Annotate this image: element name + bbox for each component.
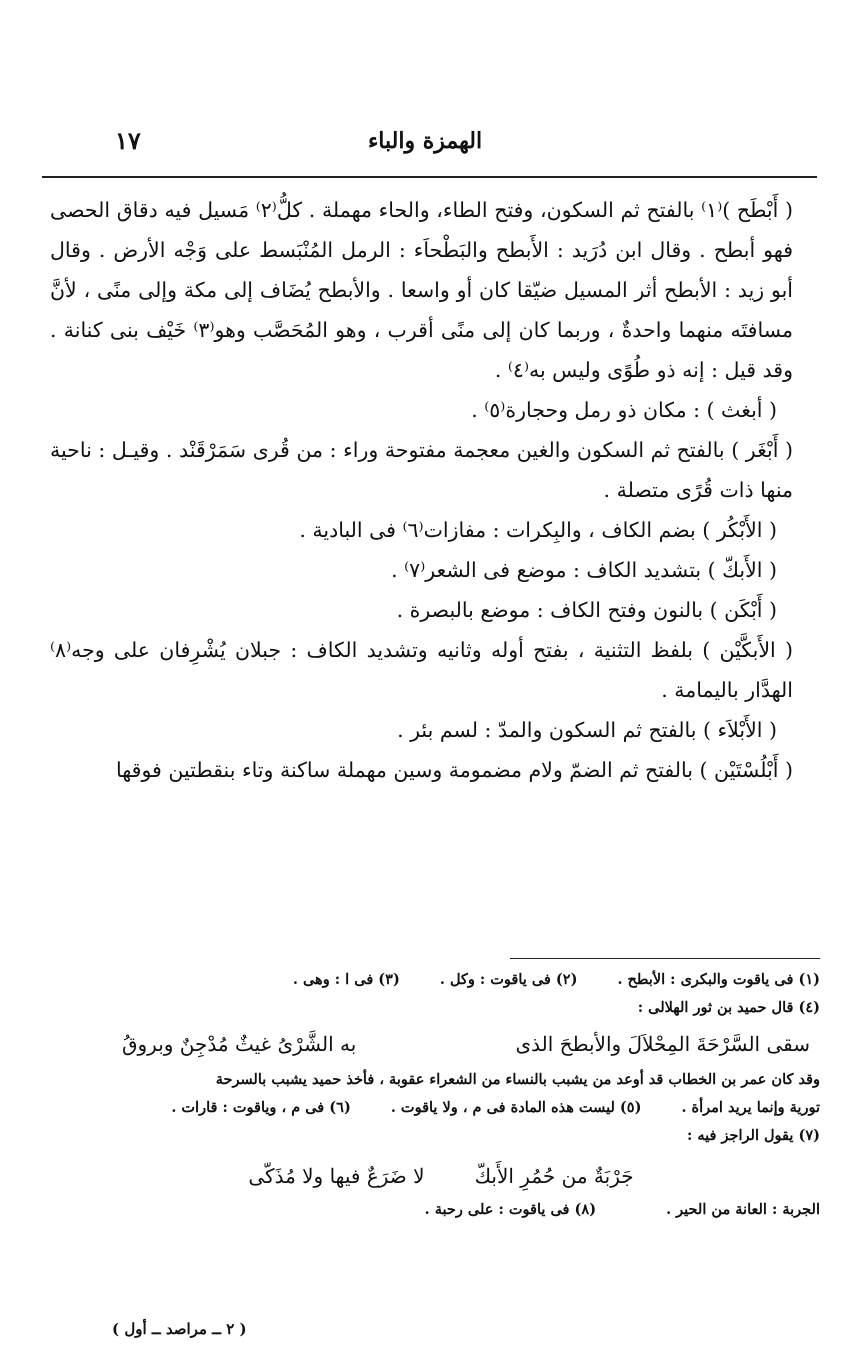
- footnote-4-cont: تورية وإنما يريد امرأة .: [681, 1099, 820, 1116]
- verse-hemistich-2: لا ضَرَعٌ فيها ولا مُذَكّى: [248, 1164, 425, 1188]
- header-rule: [42, 176, 817, 178]
- entry-abtah: ( أَبْطَح )⁽١⁾ بالفتح ثم السكون، وفتح الطاء، والحاء مهملة . كلُّ⁽٢⁾ مَسيل فيه دقاق الحصى فهو أبطح . وقال ابن دُرَيد : الأَبطح والبَطْحاَء : الرمل المُنْبَسط على وَجْه الأرض . وقال أبو زيد : الأبطح أثر المسيل ضيّقا كان أو واسعا . والأبطح يُضَاف إلى مكة وإلى منًى ، لأنَّ مسافتَه منهما واحدةٌ ، وربما كان إلى منًى أقرب ، وهو المُحَصَّب وهو⁽٣⁾ خَيْف بنى كنانة . وقد قيل : إنه ذو طُوًى وليس به⁽٤⁾ .: [50, 198, 794, 382]
- footnote-7: (٧) يقول الراجز فيه :: [687, 1127, 820, 1144]
- verse-hemistich-1: جَرْبَةٌ من حُمُرِ الأَبكّ: [474, 1164, 634, 1188]
- verse-hemistich-1: سقى السَّرْحَةَ المِحْلاَلَ والأبطحَ الذى: [515, 1032, 810, 1056]
- footnote-2: (٢) فى ياقوت : وكل .: [439, 971, 578, 988]
- footnote-rule: [510, 958, 820, 959]
- entry-ablaa: ( الأَبْلاَء ) بالفتح ثم السكون والمدّ : لسم بئر .: [397, 718, 777, 742]
- entry-abghar: ( أَبْغَر ) بالفتح ثم السكون والغين معجمة مفتوحة وراء : من قُرى سَمَرْقَنْد . وقيـل : ناحية منها ذات قُرًى متصلة .: [50, 438, 793, 502]
- entry-abakkayn: ( الأَبكَّيْن ) بلفظ التثنية ، بفتح أوله وثانيه وتشديد الكاف : جبلان يُشْرِفان على وجه⁽٨⁾ الهدَّار باليمامة .: [50, 638, 793, 702]
- footnote-row: [62, 1196, 820, 1224]
- entry-abghath: ( أبغث ) : مكان ذو رمل وحجارة⁽٥⁾ .: [471, 398, 777, 422]
- entry-abakk: ( الأَبكّ ) بتشديد الكاف : موضع فى الشعر⁽٧⁾ .: [391, 558, 777, 582]
- footnote-4: (٤) قال حميد بن ثور الهلالى :: [637, 999, 820, 1016]
- verse-line: [62, 1156, 820, 1196]
- footnote-7-gloss: الجربة : العانة من الحير .: [666, 1201, 820, 1218]
- footnote-6: (٦) فى م ، وياقوت : قارات .: [171, 1099, 351, 1116]
- entry-abkan: ( أَبْكَن ) بالنون وفتح الكاف : موضع بالبصرة .: [396, 598, 777, 622]
- running-header-title: الهمزة والباء: [367, 128, 483, 154]
- footnote-row: [62, 1094, 820, 1122]
- entry-abkur: ( الأَبْكُر ) بضم الكاف ، والبِكرات : مفازات⁽٦⁾ فى البادية .: [299, 518, 777, 542]
- main-text: [50, 190, 815, 790]
- footnotes: [62, 966, 820, 1224]
- footnote-1: (١) فى ياقوت والبكرى : الأبطح .: [617, 971, 820, 988]
- footnote-8: (٨) فى ياقوت : على رحبة .: [424, 1201, 597, 1218]
- footnote-row: [62, 966, 820, 994]
- footnote-5: (٥) ليست هذه المادة فى م ، ولا ياقوت .: [390, 1099, 642, 1116]
- verse-line: [62, 1024, 820, 1064]
- footnote-3: (٣) فى ا : وهى .: [292, 971, 400, 988]
- verse-hemistich-2: به الشَّرْىُ غيثٌ مُدْجِنٌ وبروقُ: [122, 1032, 357, 1056]
- entry-ablustayn: ( أَبْلُسْتَيْن ) بالفتح ثم الضمّ ولام مضمومة وسين مهملة ساكنة وتاء بنقطتين فوقها: [115, 758, 793, 782]
- footnote-4-note: وقد كان عمر بن الخطاب قد أوعد من يشبب بالنساء من الشعراء عقوبة ، فأخذ حميد يشبب بالسرحة: [215, 1071, 820, 1088]
- page-number: ١٧: [115, 126, 141, 155]
- signature-mark: ( ٢ ــ مراصد ــ أول ): [112, 1320, 247, 1338]
